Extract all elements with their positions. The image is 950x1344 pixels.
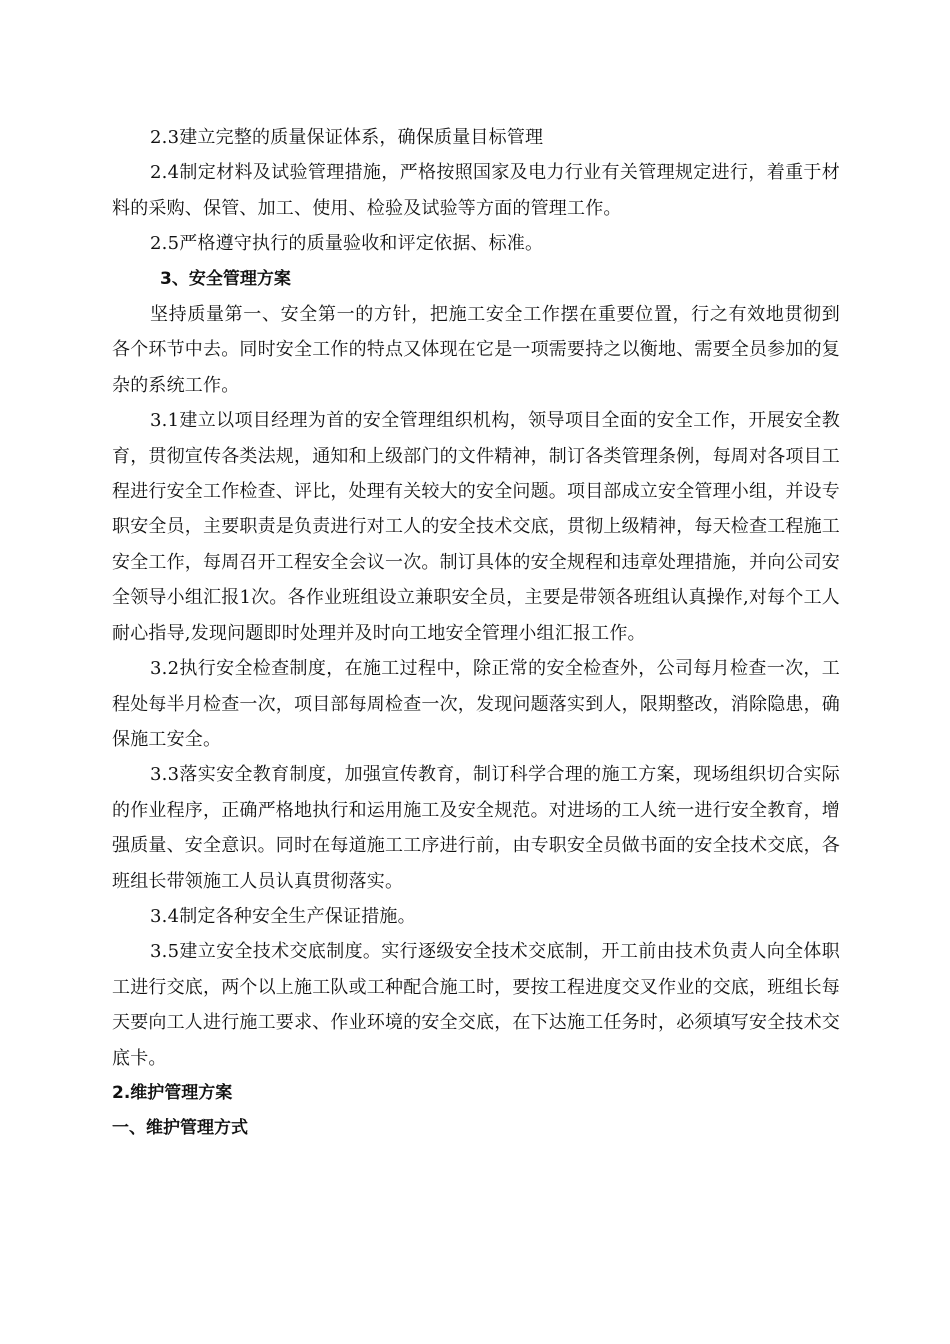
section-heading-maintenance-plan: 2.维护管理方案	[112, 1082, 233, 1103]
section-heading-safety-plan: 3、安全管理方案	[160, 268, 291, 289]
paragraph-3-5: 3.5建立安全技术交底制度。实行逐级安全技术交底制，开工前由技术负责人向全体职工进行交底，两个以上施工队或工种配合施工时，要按工程进度交叉作业的交底，班组长每天要向工人进行施工要求、作业环境的安全交底，在下达施工任务时，必须填写安全技术交底卡。	[112, 941, 840, 1069]
paragraph-3-2: 3.2执行安全检查制度，在施工过程中，除正常的安全检查外，公司每月检查一次，工程处每半月检查一次，项目部每周检查一次，发现问题落实到人，限期整改，消除隐患，确保施工安全。	[112, 658, 840, 750]
paragraph-safety-intro: 坚持质量第一、安全第一的方针，把施工安全工作摆在重要位置，行之有效地贯彻到各个环节中去。同时安全工作的特点又体现在它是一项需要持之以衡地、需要全员参加的复杂的系统工作。	[112, 304, 840, 396]
paragraph-2-4: 2.4制定材料及试验管理措施，严格按照国家及电力行业有关管理规定进行，着重于材料的采购、保管、加工、使用、检验及试验等方面的管理工作。	[112, 162, 840, 219]
paragraph-3-4: 3.4制定各种安全生产保证措施。	[150, 905, 416, 927]
paragraph-2-5: 2.5严格遵守执行的质量验收和评定依据、标准。	[150, 233, 544, 255]
subsection-heading-maintenance-mode: 一、维护管理方式	[112, 1118, 248, 1139]
paragraph-3-3: 3.3落实安全教育制度，加强宣传教育，制订科学合理的施工方案，现场组织切合实际的作业程序，正确严格地执行和运用施工及安全规范。对进场的工人统一进行安全教育，增强质量、安全意识。同时在每道施工工序进行前，由专职安全员做书面的安全技术交底，各班组长带领施工人员认真贯彻落实。	[112, 764, 840, 892]
paragraph-3-1: 3.1建立以项目经理为首的安全管理组织机构，领导项目全面的安全工作，开展安全教育，贯彻宣传各类法规，通知和上级部门的文件精神，制订各类管理条例，每周对各项目工程进行安全工作检查、评比，处理有关较大的安全问题。项目部成立安全管理小组，并设专职安全员，主要职责是负责进行对工人的安全技术交底，贯彻上级精神，每天检查工程施工安全工作，每周召开工程安全会议一次。制订具体的安全规程和违章处理措施，并向公司安全领导小组汇报1次。各作业班组设立兼职安全员，主要是带领各班组认真操作,对每个工人耐心指导,发现问题即时处理并及时向工地安全管理小组汇报工作。	[112, 410, 840, 644]
paragraph-2-3: 2.3建立完整的质量保证体系，确保质量目标管理	[150, 127, 544, 148]
document-body	[112, 120, 840, 1147]
